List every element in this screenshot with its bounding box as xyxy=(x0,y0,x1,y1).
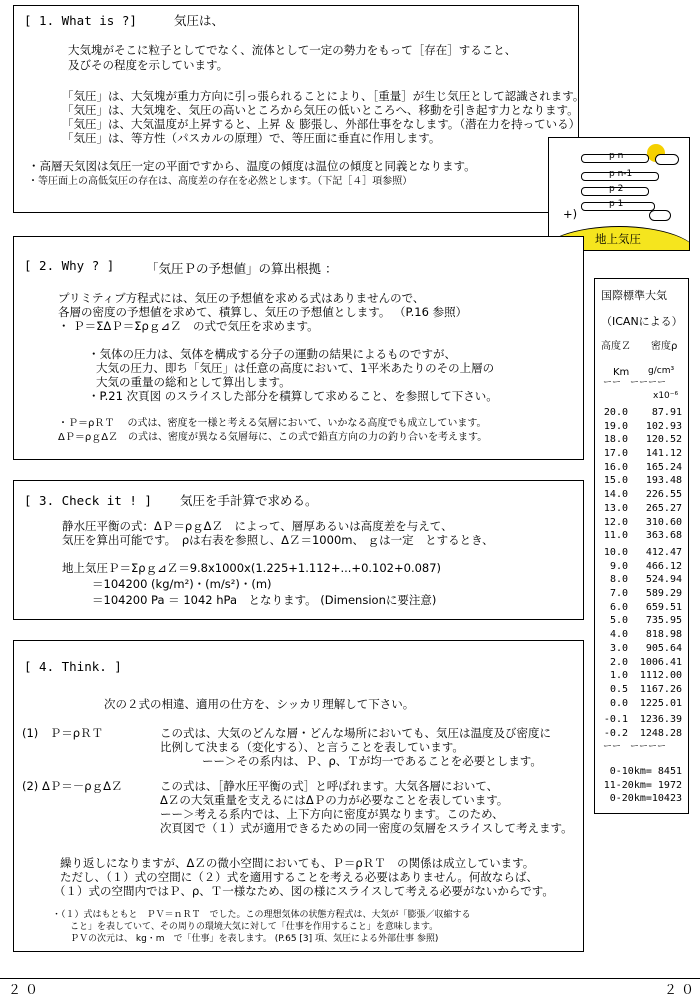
table-cell-density: 165.24 xyxy=(645,461,682,473)
table-cell-density: 1112.00 xyxy=(639,670,682,682)
table-col-density: 密度ρ xyxy=(651,341,678,352)
section-2-sub-4: ・P.21 次頁図 のスライスした部分を積算して求めること、を参照して下さい。 xyxy=(88,389,498,403)
table-cell-altitude: 11.0 xyxy=(603,530,628,542)
table-cell-altitude: -0.2 xyxy=(603,727,628,739)
table-cell-altitude: 8.0 xyxy=(609,574,628,586)
table-cell-density: 905.64 xyxy=(645,642,682,654)
sum-sign: +) xyxy=(563,207,578,221)
table-cell-density: 226.55 xyxy=(645,489,682,501)
table-title: 国際標準大気 xyxy=(601,289,667,302)
section-1-bullet-1: ・高層天気図は気圧一定の平面ですから、温度の傾度は温位の傾度と同義となります。 xyxy=(28,159,476,173)
table-cell-altitude: -0.1 xyxy=(603,714,628,725)
section-3-para-2: 気圧を算出可能です。 ρは右表を参照し、ΔＺ＝1000m、 ｇは一定 とするとき、 xyxy=(62,533,494,547)
section-3-calc-3: ＝104200 Pa ＝ 1042 hPa となります。 (Dimensionに要注意) xyxy=(92,593,437,607)
equation-2-label: (2) ΔＰ＝－ρｇΔＺ xyxy=(22,779,123,793)
table-cell-density: 1236.39 xyxy=(639,714,682,725)
section-4-summary-2: ただし、（１）式の空間に（２）式を適用することを考える必要はありません。何故ならば、 xyxy=(60,870,538,884)
section-4-footnote-1: ・（１）式はもともと ＰＶ＝ｎＲＴ でした。この理想気体の状態方程式は、大気が「膨張／収縮する xyxy=(52,910,471,920)
table-cell-density: 1248.28 xyxy=(639,727,682,739)
table-unit-altitude: Km xyxy=(613,367,630,378)
section-2-subtitle: 「気圧Ｐの予想値」の算出根拠 ： xyxy=(146,261,338,276)
table-altitude-group-3 xyxy=(600,714,628,741)
table-cell-altitude: 4.0 xyxy=(609,629,628,641)
table-cell-density: 659.51 xyxy=(645,601,682,613)
table-subtitle: （ICANによる） xyxy=(601,315,683,328)
section-2-sub-3: 大気の重量の総和として算出します。 xyxy=(96,375,291,389)
section-4-summary-3: （１）式の空間内ではＰ、ρ、Ｔ一様なため、図の様にスライスして考える必要がないからです。 xyxy=(54,884,554,898)
table-cell-altitude: 7.0 xyxy=(609,588,628,600)
table-cell-altitude: 10.0 xyxy=(603,547,628,558)
section-2-para-2: 各層の密度の予想値を求めて、積算し、気圧の予想値とします。 （P.16 参照） xyxy=(58,305,468,319)
table-sum-0-10: 0-10km= 8451 xyxy=(609,766,682,777)
table-cell-altitude: 2.0 xyxy=(609,656,628,668)
equation-1-label: (1) Ｐ＝ρＲＴ xyxy=(22,726,104,740)
section-1-point-3: 「気圧」は、大気温度が上昇すると、上昇 ＆ 膨張し、外部仕事をなします。（潜在力を持っている） xyxy=(62,117,581,131)
layer-label-p1: p 1 xyxy=(609,199,624,209)
table-sum-11-20: 11-20km= 1972 xyxy=(603,779,682,791)
table-cell-altitude: 1.0 xyxy=(609,670,628,682)
table-cell-density: 1167.26 xyxy=(639,683,682,695)
section-2-para-3: ・ Ｐ＝ΣΔＰ＝Σρｇ⊿Ｚ の式で気圧を求めます。 xyxy=(58,319,319,333)
section-4-intro: 次の２式の相違、適用の仕方を、シッカリ理解して下さい。 xyxy=(104,697,415,711)
table-cell-altitude: 17.0 xyxy=(603,448,628,460)
table-unit-density: g/cm³ xyxy=(648,366,675,376)
table-cell-density: 141.12 xyxy=(645,448,682,460)
table-cell-density: 87.91 xyxy=(651,407,682,418)
table-cell-density: 1225.01 xyxy=(639,697,682,709)
section-1-point-2: 「気圧」は、大気塊を、気圧の高いところから気圧の低いところへ、移動を引き起す力となります。 xyxy=(62,103,579,117)
section-3-subtitle: 気圧を手計算で求める。 xyxy=(180,493,318,508)
section-2-para-1: プリミティブ方程式には、気圧の予想値を求める式はありませんので、 xyxy=(58,291,425,305)
equation-1-line-2: 比例して決まる（変化する）、と言うことを表しています。 xyxy=(160,740,464,754)
section-4-summary-1: 繰り返しになりますが、ΔＺの微小空間においても、Ｐ＝ρＲＴ の関係は成立しています。 xyxy=(60,856,535,870)
table-cell-altitude: 3.0 xyxy=(609,642,628,654)
section-2-sub-1: ・気体の圧力は、気体を構成する分子の運動の結果によるものですが、 xyxy=(88,347,456,361)
table-cell-altitude: 0.0 xyxy=(609,697,628,709)
section-1-intro-1: 大気塊がそこに粒子としてでなく、流体として一定の勢力をもって［存在］すること、 xyxy=(68,43,517,57)
section-1-point-4: 「気圧」は、等方性（パスカルの原理）で、等圧面に垂直に作用します。 xyxy=(62,131,441,145)
section-3-calc-2: ＝104200 (kg/m²)・(m/s²)・(m) xyxy=(92,577,272,591)
table-cell-density: 310.60 xyxy=(645,516,682,528)
table-sum-0-20: 0-20km=10423 xyxy=(609,793,682,805)
equation-1-line-3: ーー＞その系内は、Ｐ、ρ、Ｔが均一であることを必要とします。 xyxy=(202,754,542,768)
table-cell-density: 589.29 xyxy=(645,588,682,600)
table-cell-altitude: 19.0 xyxy=(603,420,628,432)
table-col-altitude: 高度Ｚ xyxy=(601,341,631,352)
equation-2-line-4: 次頁図で（１）式が適用できるための同一密度の気層をスライスして考えます。 xyxy=(160,821,573,835)
layer-label-pn-1: p n-1 xyxy=(609,169,633,179)
table-cell-density: 466.12 xyxy=(645,560,682,572)
equation-2-line-2: ΔＺの大気重量を支えるにはΔＰの力が必要なことを表しています。 xyxy=(160,793,509,807)
equation-1-line-1: この式は、大気のどんな層・どんな場所においても、気圧は温度及び密度に xyxy=(160,726,551,740)
table-cell-altitude: 14.0 xyxy=(603,489,628,501)
equation-2-line-3: ーー＞考える系内では、上下方向に密度が異なります。このため、 xyxy=(160,807,504,821)
section-2-sub-2: 大気の圧力、即ち「気圧」は任意の高度において、1平米あたりのその上層の xyxy=(96,361,495,375)
table-cell-altitude: 12.0 xyxy=(603,516,628,528)
table-cell-density: 412.47 xyxy=(645,547,682,558)
table-sums xyxy=(598,766,682,807)
table-altitude-group-2 xyxy=(600,547,628,711)
section-4-title: [ 4. Think. ] xyxy=(24,659,122,674)
section-1-intro-2: 及びその程度を示しています。 xyxy=(68,58,229,72)
layer-label-pn: p n xyxy=(609,151,624,161)
section-3-title: [ 3. Check it ! ] xyxy=(24,493,152,508)
table-cell-density: 102.93 xyxy=(645,420,682,432)
table-cell-altitude: 5.0 xyxy=(609,615,628,627)
section-1-point-1: 「気圧」は、大気塊が重力方向に引っ張られることにより、［重量］が生じ気圧として認識されます。 xyxy=(62,89,585,103)
table-cell-density: 265.27 xyxy=(645,502,682,514)
table-cell-altitude: 18.0 xyxy=(603,434,628,446)
table-cell-density: 120.52 xyxy=(645,434,682,446)
table-rule: ーー ーーーー xyxy=(603,378,667,388)
section-2-title: [ 2. Why ? ] xyxy=(24,258,115,273)
section-3-calc-1: 地上気圧Ｐ＝Σρｇ⊿Ｚ＝9.8x1000x(1.225+1.112+...+0.102+0.087) xyxy=(62,561,442,575)
footer-rule xyxy=(0,978,700,979)
table-cell-altitude: 13.0 xyxy=(603,502,628,514)
ground-pressure-label: 地上気圧 xyxy=(595,232,641,246)
table-rule: ーー ーーーー xyxy=(603,742,667,752)
table-multiplier: x10⁻⁶ xyxy=(653,391,679,401)
section-4-footnote-3: ＰＶの次元は、 kg・m で「仕事」を表します。 (P.65 [3] 項、気圧による外部仕事 参照) xyxy=(70,934,439,944)
table-cell-density: 818.98 xyxy=(645,629,682,641)
page-number-left: ２０ xyxy=(8,983,43,998)
table-cell-altitude: 0.5 xyxy=(609,683,628,695)
table-density-group-1 xyxy=(634,407,682,544)
table-cell-density: 735.95 xyxy=(645,615,682,627)
layer-label-p2: p 2 xyxy=(609,184,624,194)
pressure-layers-illustration xyxy=(548,137,690,251)
table-cell-altitude: 16.0 xyxy=(603,461,628,473)
cloud-icon xyxy=(655,154,679,165)
section-1-title: [ 1. What is ?] xyxy=(24,13,137,28)
table-cell-altitude: 15.0 xyxy=(603,475,628,487)
page-number-right: ２０ xyxy=(664,983,699,998)
table-cell-altitude: 6.0 xyxy=(609,601,628,613)
table-cell-altitude: 9.0 xyxy=(609,560,628,572)
table-cell-density: 524.94 xyxy=(645,574,682,586)
table-cell-density: 363.68 xyxy=(645,530,682,542)
section-2-note-2: ΔＰ＝ρｇΔＺ の式は、密度が異なる気層毎に、この式で鉛直方向の力の釣り合いを考えます。 xyxy=(58,432,488,443)
section-4-footnote-2: こと」を表していて、その周りの環境大気に対して「仕事を作用すること」を意味します。 xyxy=(70,922,439,932)
table-cell-altitude: 20.0 xyxy=(603,407,628,418)
table-altitude-group-1 xyxy=(600,407,628,544)
table-cell-density: 1006.41 xyxy=(639,656,682,668)
section-1-subtitle: 気圧は、 xyxy=(174,13,225,28)
section-3-para-1: 静水圧平衡の式：ΔＰ＝ρｇΔＺ によって、層厚あるいは高度差を与えて、 xyxy=(62,519,453,533)
cloud-icon xyxy=(649,210,671,221)
table-density-group-2 xyxy=(634,547,682,711)
table-cell-density: 193.48 xyxy=(645,475,682,487)
table-density-group-3 xyxy=(634,714,682,741)
section-2-note-1: ・Ｐ＝ρＲＴ の式は、密度を一様と考える気層において、いかなる高度でも成立しています。 xyxy=(58,418,487,429)
section-1-bullet-2: ・等圧面上の高低気圧の存在は、高度差の存在を必然とします。（下記［４］項参照） xyxy=(28,176,413,187)
equation-2-line-1: この式は、［静水圧平衡の式］と呼ばれます。大気各層において、 xyxy=(160,779,499,793)
